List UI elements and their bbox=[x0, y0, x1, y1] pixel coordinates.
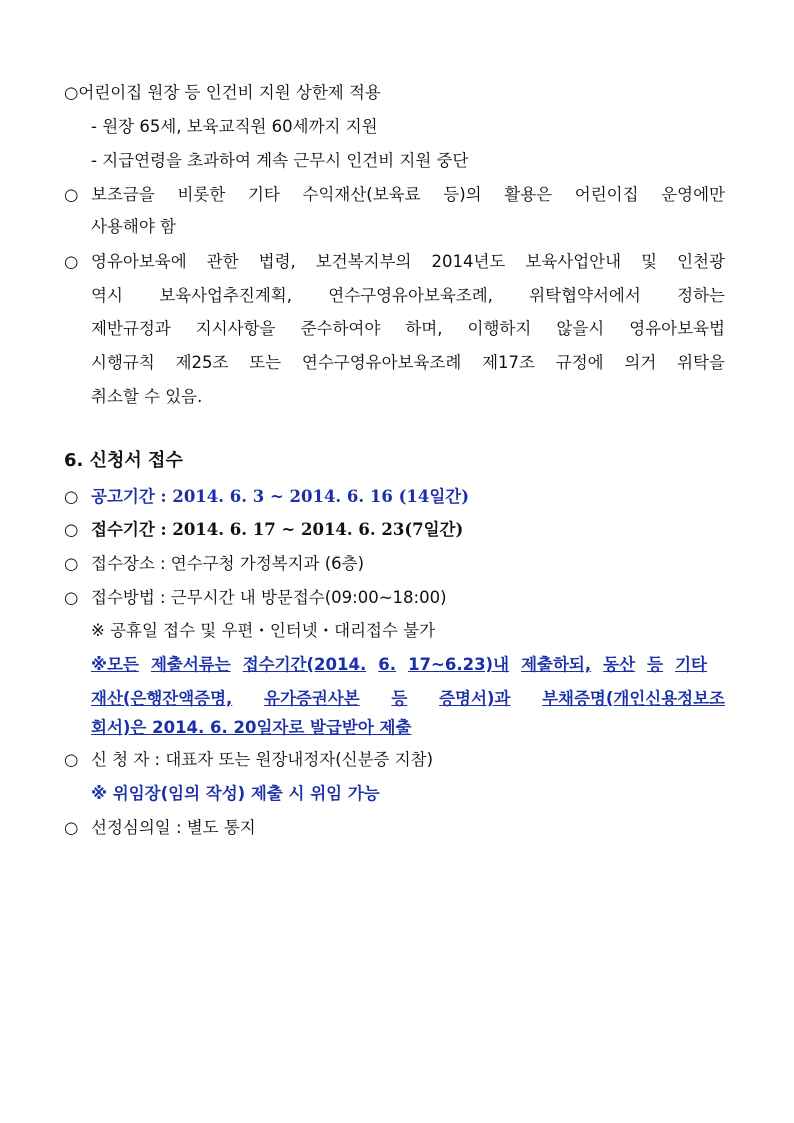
subsidy-bullet: ○ bbox=[64, 185, 79, 204]
notice-period-bullet: ○ bbox=[64, 487, 79, 506]
section-6-heading: 6. 신청서 접수 bbox=[64, 450, 183, 471]
receipt-method-bullet: ○ bbox=[64, 588, 79, 607]
receipt-method-note: ※ 공휴일 접수 및 우편・인터넷・대리접수 불가 bbox=[91, 621, 436, 640]
age-exceed-item: - 지급연령을 초과하여 계속 근무시 인건비 지원 중단 bbox=[91, 151, 469, 170]
applicant: 신 청 자 : 대표자 또는 원장내정자(신분증 지참) bbox=[91, 750, 434, 769]
regulation-bullet: ○ bbox=[64, 252, 79, 271]
documents-note-line-1: ※모든 제출서류는 접수기간(2014. 6. 17~6.23)내 제출하되, 동산 등 기타 bbox=[91, 655, 707, 674]
salary-cap-item: ○어린이집 원장 등 인건비 지원 상한제 적용 bbox=[64, 83, 381, 102]
age-limit-item: - 원장 65세, 보육교직원 60세까지 지원 bbox=[91, 117, 378, 136]
regulation-line-2: 역시 보육사업추진계획, 연수구영유아보육조례, 위탁협약서에서 정하는 bbox=[91, 286, 725, 305]
delegation-note: ※ 위임장(임의 작성) 제출 시 위임 가능 bbox=[91, 784, 380, 803]
regulation-line-1: 영유아보육에 관한 법령, 보건복지부의 2014년도 보육사업안내 및 인천광 bbox=[91, 252, 725, 271]
applicant-bullet: ○ bbox=[64, 750, 79, 769]
documents-note-line-2: 재산(은행잔액증명, 유가증권사본 등 증명서)과 부채증명(개인신용정보조 bbox=[91, 689, 725, 708]
regulation-line-3: 제반규정과 지시사항을 준수하여야 하며, 이행하지 않을시 영유아보육법 bbox=[91, 319, 725, 338]
documents-note-line-3: 회서)은 2014. 6. 20일자로 발급받아 제출 bbox=[91, 718, 412, 737]
regulation-line-5: 취소할 수 있음. bbox=[91, 387, 203, 406]
selection-notice: 선정심의일 : 별도 통지 bbox=[91, 818, 256, 837]
receipt-period: 접수기간 : 2014. 6. 17 ~ 2014. 6. 23(7일간) bbox=[91, 520, 464, 539]
notice-period: 공고기간 : 2014. 6. 3 ~ 2014. 6. 16 (14일간) bbox=[91, 487, 470, 506]
selection-notice-bullet: ○ bbox=[64, 818, 79, 837]
receipt-method: 접수방법 : 근무시간 내 방문접수(09:00~18:00) bbox=[91, 588, 447, 607]
subsidy-usage-cont: 사용해야 함 bbox=[91, 217, 176, 236]
receipt-period-bullet: ○ bbox=[64, 520, 79, 539]
receipt-place-bullet: ○ bbox=[64, 554, 79, 573]
subsidy-usage-paragraph: 보조금을 비롯한 기타 수익재산(보육료 등)의 활용은 어린이집 운영에만 bbox=[91, 185, 725, 204]
receipt-place: 접수장소 : 연수구청 가정복지과 (6층) bbox=[91, 554, 365, 573]
regulation-line-4: 시행규칙 제25조 또는 연수구영유아보육조례 제17조 규정에 의거 위탁을 bbox=[91, 353, 725, 372]
